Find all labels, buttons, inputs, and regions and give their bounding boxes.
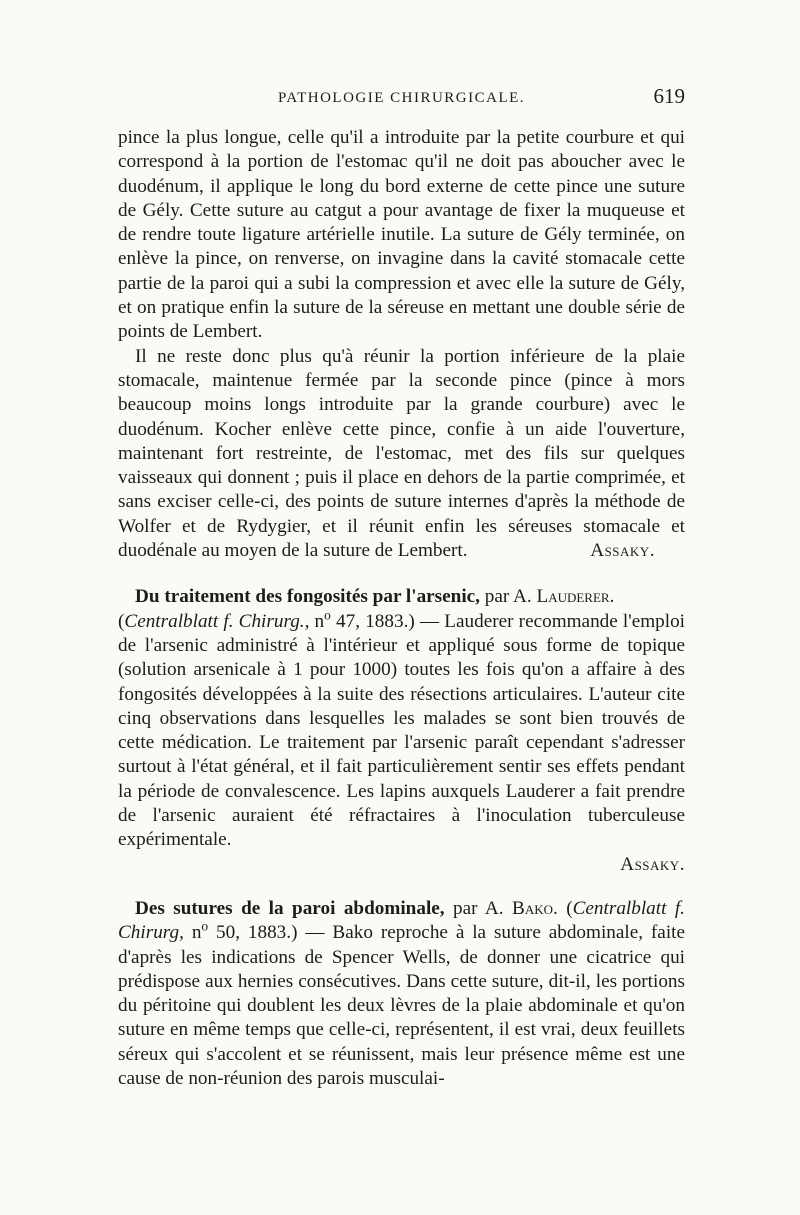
article-arsenic-issue-sup: o xyxy=(324,607,331,623)
signature-assaky-1: Assaky. xyxy=(590,540,655,562)
article-sutures-author: Bako. xyxy=(512,897,558,919)
article-arsenic-by: par A. xyxy=(479,586,537,608)
article-sutures xyxy=(118,897,685,1091)
article-sutures-journal: Centralblatt f. Chirurg, xyxy=(118,897,685,944)
paragraph-kocher xyxy=(118,345,685,564)
paragraph-continued: pince la plus longue, celle qu'il a introduite par la petite courbure et qui correspond à la portion de l'estomac qu'il ne doit pas aboucher avec le duodénum, il applique le long du bord externe de cette pince une suture de Gély. Cette suture au catgut a pour avantage de fixer la muqueuse et de rendre toute ligature artérielle inutile. La suture de Gély terminée, on enlève la pince, on renverse, on invagine dans la cavité stomacale cette partie de la paroi qui a subi la compression et avec elle la suture de Gély, et on pratique enfin la suture de la séreuse en mettant une double série de points de Lembert. xyxy=(118,127,685,343)
article-arsenic-body: — Lauderer recommande l'emploi de l'arsenic administré à l'intérieur et appliqué sous forme de topique (solution arsenicale à 1 pour 1000) toutes les fois qu'on a affaire à des fongosités développées à la suite des résections articulaires. L'auteur cite cinq observations dans lesquelles les malades se sont bien trouvés de cette médication. Le traitement par l'arsenic paraît cependant s'adresser surtout à l'état général, et il fait particulièrement sentir ses effets pendant la période de convalescence. Les lapins auxquels Lauderer a fait prendre de l'arsenic auraient été réfractaires à l'inoculation tuberculeuse expérimentale. xyxy=(118,610,686,851)
article-sutures-body: — Bako reproche à la suture abdominale, faite d'après les indications de Spencer Wells, de donner une cicatrice qui prédispose aux hernies consécutives. Dans cette suture, dit-il, les portions du péritoine qui doublent les deux lèvres de la plaie abdominale et qu'on suture en même temps que celle-ci, représentent, il est vrai, deux feuillets séreux qui s'accolent et se réunissent, mais leur présence même est une cause de non-réunion des parois musculai- xyxy=(118,922,686,1089)
paragraph-kocher-text: Il ne reste donc plus qu'à réunir la portion inférieure de la plaie stomacale, maintenue fermée par la seconde pince (pince à mors beaucoup moins longs introduite par la grande courbure) avec le duodénum. Kocher enlève cette pince, confie à un aide l'ouverture, maintenant fort restreinte, de l'estomac, met des fils sur quelques vaisseaux qui donnent ; puis il place en dehors de la partie comprimée, et sans exciser celle-ci, des points de suture internes d'après la méthode de Wolfer et de Rydygier, et il réunit enfin les séreuses stomacale et duodénale au moyen de la suture de Lembert. xyxy=(118,345,685,562)
article-arsenic-author: Lauderer. xyxy=(536,586,615,608)
article-arsenic-issue-prefix: n xyxy=(309,610,325,632)
running-head: PATHOLOGIE CHIRURGICALE. xyxy=(277,90,526,106)
article-sutures-by: par A. xyxy=(444,897,513,919)
article-arsenic-journal: Centralblatt f. Chirurg., xyxy=(124,610,310,632)
article-sutures-issue-sup: o xyxy=(201,918,209,934)
page-number: 619 xyxy=(653,84,685,108)
signature-assaky-2: Assaky. xyxy=(620,853,685,875)
section-gap xyxy=(118,877,685,897)
page-header xyxy=(118,84,685,112)
article-sutures-ref-open: ( xyxy=(557,897,573,919)
article-arsenic-ref-open: ( xyxy=(118,610,125,632)
article-arsenic-issue: 47, 1883.) xyxy=(330,610,415,632)
body-text xyxy=(118,126,685,1091)
article-sutures-issue-prefix: n xyxy=(183,922,202,944)
article-arsenic xyxy=(118,585,685,852)
section-gap xyxy=(118,563,685,585)
article-arsenic-title: Du traitement des fongosités par l'arsenic, xyxy=(135,586,480,608)
article-sutures-title: Des sutures de la paroi abdominale, xyxy=(135,897,445,919)
article-sutures-issue: 50, 1883.) xyxy=(208,922,298,944)
